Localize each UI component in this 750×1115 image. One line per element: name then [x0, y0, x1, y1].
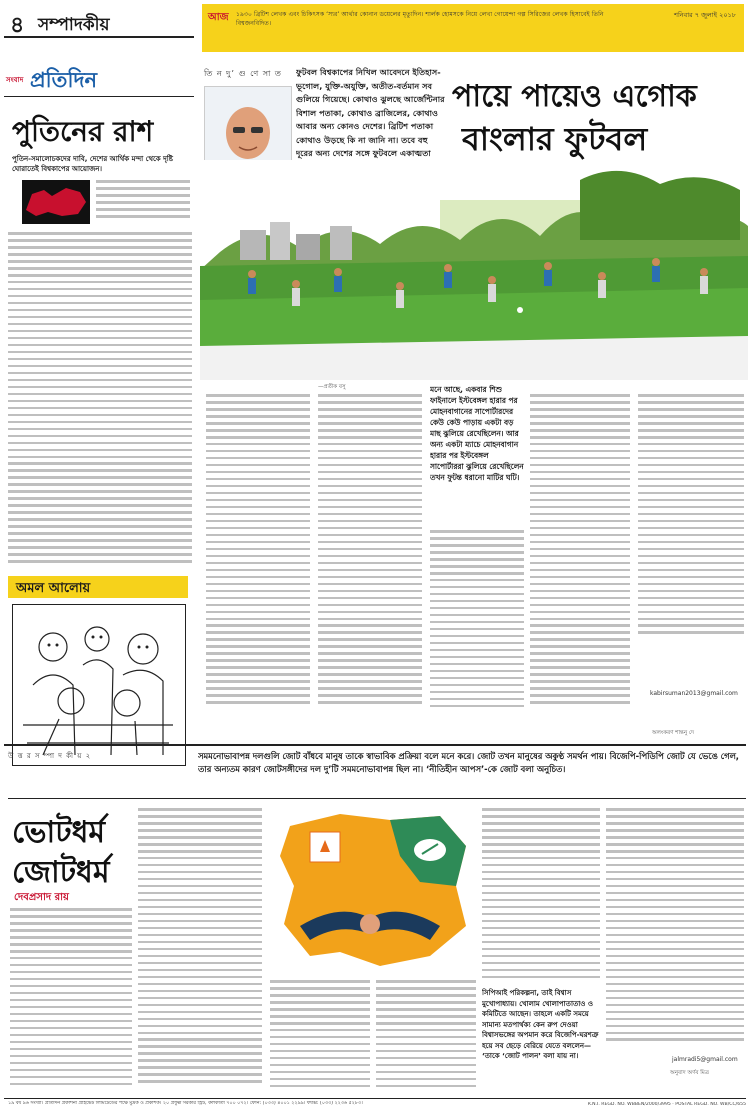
masthead-rule	[4, 96, 194, 97]
today-label: আজ	[208, 12, 229, 23]
photo-credit: —প্রতীক বসু	[318, 384, 346, 390]
page-number-box	[4, 6, 194, 38]
editorial-subtitle: পুতিন-সমালোচকদের দাবি, দেশের আর্থিক মন্দা থেকে দৃষ্টি ঘোরাতেই বিশ্বকাপের আয়োজন।	[12, 155, 174, 173]
left-editorial	[4, 104, 194, 574]
section-name: সম্পাদকীয়	[38, 15, 110, 35]
banner-rule	[8, 798, 746, 799]
page-header	[0, 0, 750, 56]
cartoon-block	[4, 576, 194, 776]
second-author: দেবপ্রসাদ রায়	[14, 892, 69, 903]
today-text: ১৯৩০ ব্রিটিশ লেখক এবং চিকিৎসক ‘স্যর’ আর্থার কোনান ডয়েলের মৃত্যুদিন। শার্লক হোমসকে নিয়ে লেখা গোয়েন্দা গল্প সিরিজের লেখক হিসাবেই তিনি বিশ্বজনবিদিত।	[236, 11, 604, 27]
second-kicker: উ ত্ত র স ম্পা দ কী য় ২	[8, 752, 92, 760]
second-col-5	[482, 808, 600, 984]
masthead	[4, 60, 194, 100]
footer-rule	[4, 1098, 746, 1099]
second-pull-quote: সিপিআই পরিকল্পনা, তাই বিশ্বাস মুখোপাধ্যায়। খোলাম খোলাপাতাতাও ও কমিটিতে আছেন। তাহলে একটি সময়ে সামান্য মতপার্থক্য কেন রুপ দেওয়া বিশ্বাসভঙ্গের অপমান করে বিজেপি-ঘরশত্রু হয়ে সব ছেড়ে বেরিয়ে যেতে বললেন— ‘তাকে ‘জোট পালন’ বলা যায় না।	[482, 989, 599, 1060]
second-title-line1: ভোটধর্ম	[12, 815, 106, 850]
second-col-6	[606, 808, 744, 1046]
masthead-prefix: সংবাদ	[6, 75, 24, 84]
feature-intro: ফুটবল বিশ্বকাপের নিখিল আবেদনে ইতিহাস-ভূগোল, যুক্তি-অযুক্তি, অতীত-বর্তমান সব গুলিয়ে গিয়েছে। কোথাও ঝুলছে আর্জেন্টিনার বিশাল পতাকা, কোথাও ব্রাজিলের, কোথাও আবার অন্য কোনও দেশের। ব্রিটিশ পতাকা কোথাও উড়ছে কি না জানি না। তবে বহু দূরের অন্য দেশের সঙ্গে ফুটবলে একাত্মতা	[296, 67, 445, 158]
feature-col-5	[638, 394, 744, 644]
feature-kicker: তি ন দু’ গু ণে সা ত	[204, 69, 282, 78]
issue-date: শনিবার ৭ জুলাই ২০১৮	[674, 11, 736, 19]
page-number: ৪	[10, 12, 25, 38]
section-divider	[4, 744, 746, 746]
feature-col-2	[318, 394, 422, 714]
second-col-1	[10, 908, 132, 1092]
masthead-logo: প্রতিদিন	[30, 67, 98, 92]
second-col-3	[270, 980, 370, 1092]
feature-headline-line2: বাংলার ফুটবল	[462, 120, 648, 158]
cartoon-image	[12, 604, 186, 766]
russia-map-image	[22, 180, 90, 224]
editorial-body	[8, 232, 192, 572]
today-strip	[202, 4, 744, 52]
footer-registration: R.N.I. REGD. NO. WBBEN/2000/3995 · POSTAL REGD. NO. WB/CC/655	[587, 1102, 746, 1107]
editorial-title: পুতিনের রাশ	[12, 115, 154, 148]
editorial-body-right	[96, 180, 190, 224]
second-credit: অনুবাদ অর্ণব মিত্র	[670, 1070, 709, 1076]
second-col-4	[376, 980, 476, 1092]
second-banner: সমমনোভাবাপন্ন দলগুলি জোট বাঁধবে মানুষ তাকে স্বাভাবিক প্রক্রিয়া বলে মনে করে। জোট তখন মানুষের অকুণ্ঠ সমর্থন পায়। বিজেপি-পিডিপি জোট যে ভেঙে গেল, তার অন্যতম কারণ জোটসঙ্গীদের দল দু’টি সমমনোভাবাপন্ন ছিল না। ‘নীতিহীন আপস’-কে জোট বলা অনুচিত।	[198, 751, 739, 774]
feature-illustrator: অলংকরণ শান্তনু দে	[652, 730, 694, 736]
feature-pull-quote: মনে আছে, একবার শিশু ফাইনালে ইস্টবেঙ্গল হারার পর মোহনবাগানের সাপোর্টারদের কেউ কেউ পাড়ায় একটা বড় মাছ ঝুলিয়ে রেখেছিলেন। আর অন্য একটা ম্যাচে মোহনবাগান হারার পর ইস্টবেঙ্গল সাপোর্টাররা ঝুলিয়ে রেখেছিলেন তখন ফুটন্ত ধরানো মাটির ঘটি।	[430, 385, 524, 482]
column-label: অমল আলোয়	[16, 581, 91, 596]
footer-imprint: ১৯ বর্ষ ৯৬ সংখ্যা। প্রতিদিন প্রকাশনী প্রাইভেট লিমিটেডের পক্ষে মুদ্রক ও প্রকাশক। ২০ প্রফুল্ল সরকার স্ট্রিট, কলকাতা ৭০০ ০৭২। ফোন: (০৩৩) ৪০০১ ২২৯৯। ফ্যাক্স: (০৩৩) ২২৩৬ ৫২৮৩।	[8, 1101, 363, 1106]
column-label-box	[8, 576, 188, 598]
second-email: jalmradi5@gmail.com	[672, 1056, 738, 1063]
kashmir-map-illustration	[270, 806, 474, 974]
feature-author-email: kabirsuman2013@gmail.com	[650, 690, 738, 697]
feature-col-3	[430, 530, 524, 714]
feature-col-4	[530, 394, 630, 714]
second-title-line2: জোটধর্ম	[12, 855, 110, 890]
football-illustration	[200, 160, 748, 380]
feature-headline-line1: পায়ে পায়েও এগোক	[452, 79, 697, 114]
second-col-2	[138, 808, 262, 1092]
feature-col-1	[206, 394, 310, 714]
